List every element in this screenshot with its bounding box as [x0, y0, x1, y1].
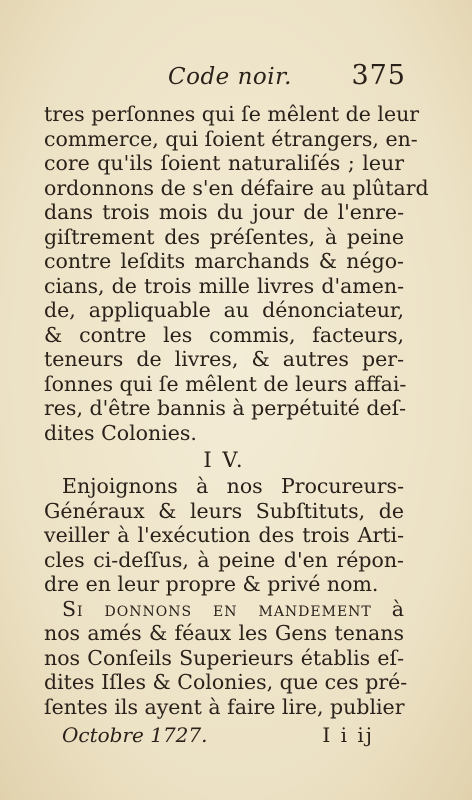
text-line: ſentes ils ayent à faire lire, publier — [44, 694, 405, 719]
text-line: veiller à l'exécution des trois Arti- — [44, 523, 404, 547]
text-line: res, d'être bannis à perpétuité deſ- — [44, 396, 407, 420]
text-line: ordonnons de s'en défaire au plûtard — [44, 175, 429, 200]
opening-line-rest: à — [391, 596, 404, 621]
text-line: cians, de trois mille livres d'amen- — [44, 273, 404, 298]
text-line: dites Iſles & Colonies, que ces pré- — [44, 670, 408, 694]
text-line: nos amés & féaux les Gens tenans — [44, 621, 404, 645]
text-line: teneurs de livres, & autres per- — [44, 347, 404, 371]
text-line: giſtrement des préſentes, à peine — [44, 224, 404, 249]
text-line: tres perſonnes qui ſe mêlent de leur — [44, 102, 420, 126]
text-block — [44, 60, 429, 753]
page-number: 375 — [351, 60, 406, 91]
text-line: ſonnes qui ſe mêlent de leurs affai- — [44, 371, 407, 396]
text-line: cles ci-deſſus, à peine d'en répon- — [44, 547, 404, 572]
running-title: Code noir. — [168, 64, 292, 90]
signature-mark: I i ij — [322, 723, 374, 747]
text-line: core qu'ils ſoient naturaliſés ; leur — [44, 151, 404, 175]
smallcaps-opening: Si donnons en mandement — [62, 596, 372, 621]
text-line: contre leſdits marchands & négo- — [44, 249, 404, 273]
paragraph-3 — [44, 596, 408, 720]
text-line: & contre les commis, facteurs, — [44, 322, 404, 347]
text-line — [44, 597, 404, 622]
text-line: Enjoignons à nos Procureurs- — [62, 474, 404, 498]
running-head — [44, 60, 406, 102]
text-line: de, appliquable au dénonciateur, — [44, 298, 404, 322]
text-line: Généraux & leurs Subſtituts, de — [44, 498, 404, 523]
page-footer — [44, 723, 404, 753]
paragraph-1 — [44, 102, 429, 445]
text-line: commerce, qui ſoient étrangers, en- — [44, 126, 418, 151]
text-line: dans trois mois du jour de l'enre- — [44, 200, 404, 224]
paragraph-2 — [44, 474, 404, 597]
text-line: dre en leur propre & privé nom. — [44, 572, 379, 596]
text-line: nos Conſeils Superieurs établis eſ- — [44, 645, 404, 670]
footer-date: Octobre 1727. — [62, 723, 208, 747]
article-heading: I V. — [203, 448, 245, 472]
text-line: dites Colonies. — [44, 420, 197, 445]
